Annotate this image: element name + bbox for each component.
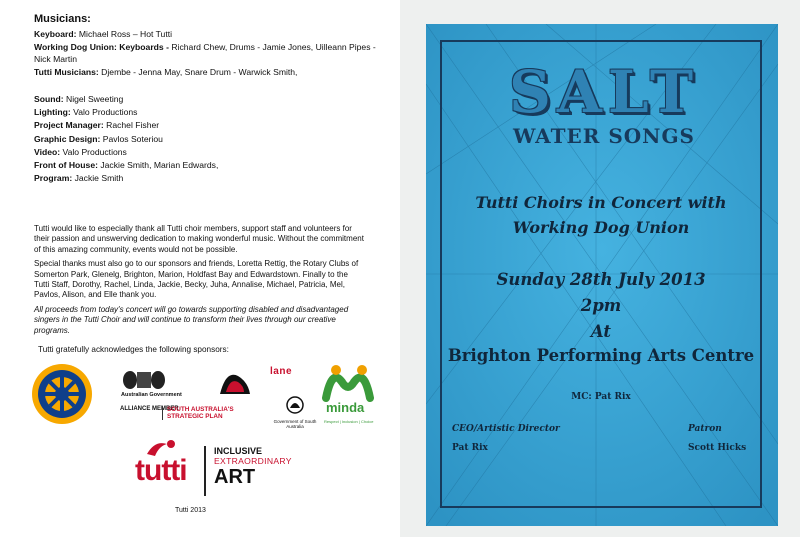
tutti-logo	[135, 438, 205, 494]
thanks-block	[34, 224, 364, 340]
credit-front-of-house: Front of House: Jackie Smith, Marian Edwards,	[34, 160, 219, 171]
inclusive-label: INCLUSIVE	[214, 446, 263, 456]
ceo-role: CEO/Artistic Director	[452, 424, 560, 434]
sponsors-intro: Tutti gratefully acknowledges the following sponsors:	[38, 345, 229, 354]
credit-sound: Sound: Nigel Sweeting	[34, 94, 124, 105]
ceo-name: Pat Rix	[452, 443, 488, 453]
tutti-logo-text: tutti	[135, 454, 187, 487]
poster-date: Sunday 28th July 2013	[496, 270, 706, 289]
credit-keyboard: Keyboard: Michael Ross – Hot Tutti	[34, 29, 173, 40]
alliance-sa-strategic-plan-logo	[120, 404, 270, 426]
credit-project-manager: Project Manager: Rachel Fisher	[34, 120, 160, 131]
art-label: ART	[214, 466, 256, 488]
poster-subtitle: WATER SONGS	[513, 124, 695, 148]
inclusive-extraordinary-art-logo	[204, 446, 294, 496]
australian-government-label: Australian Government	[121, 392, 182, 398]
footer-text: Tutti 2013	[175, 507, 206, 514]
credits-block	[34, 14, 390, 186]
musicians-heading: Musicians:	[34, 13, 91, 25]
patron-role: Patron	[688, 424, 722, 434]
minda-logo-text: minda	[326, 400, 365, 415]
credit-tutti-musicians: Tutti Musicians: Djembe - Jenna May, Snare Drum - Warwick Smith,	[34, 66, 298, 77]
poster-title: SALT	[508, 58, 700, 126]
minda-tagline: Respect | Inclusion | Choice	[324, 419, 374, 424]
alliance-member-label: ALLIANCE MEMBER	[120, 406, 179, 412]
thanks-paragraph-2: Special thanks must also go to our sponsors and friends, Loretta Rettig, the Rotary Clubs of Somerton Park, Glenelg, Brighton, Marion, Holdfast Bay and Edwardstown. Finally to the Tutti Staff, Dorothy, Rachel, Linda, Jackie, Becky, Juha, Annalise, Michael, Patricia, Mel, Pavlos, Alison, and Elle thank you.	[34, 259, 359, 300]
lane-print-logo	[270, 366, 312, 386]
credit-video: Video: Valo Productions	[34, 146, 127, 157]
government-of-south-australia-label: Government of South Australia	[273, 419, 317, 429]
patron-name: Scott Hicks	[688, 443, 747, 453]
extraordinary-label: EXTRAORDINARY	[214, 456, 292, 466]
rotary-logo	[30, 362, 94, 426]
credit-working-dog-union: Working Dog Union: Keyboards - Richard Chew, Drums - Jamie Jones, Uilleann Pipes - Nick Martin	[34, 42, 376, 64]
government-of-south-australia-logo	[270, 396, 320, 436]
credit-lighting: Lighting: Valo Productions	[34, 107, 138, 118]
poster-at: At	[590, 322, 612, 341]
credit-program: Program: Jackie Smith	[34, 173, 124, 184]
poster-mc: MC: Pat Rix	[571, 392, 631, 402]
credit-graphic-design: Graphic Design: Pavlos Soteriou	[34, 133, 163, 144]
australia-council-logo	[216, 368, 254, 398]
poster-line-1: Tutti Choirs in Concert with	[475, 193, 727, 212]
poster-line-2: Working Dog Union	[512, 218, 690, 237]
thanks-paragraph-1: Tutti would like to especially thank all Tutti choir members, support staff and volunteers for their passion and unswerving dedication to making wonderful music. Without the commitment of this amazing community, events would not be possible.	[34, 224, 364, 254]
lane-logo-text: lane	[270, 366, 293, 377]
poster-venue: Brighton Performing Arts Centre	[447, 346, 755, 365]
sa-strategic-plan-label: SOUTH AUSTRALIA'S STRATEGIC PLAN	[162, 406, 270, 420]
poster-time: 2pm	[580, 296, 622, 315]
minda-logo	[318, 362, 388, 432]
thanks-paragraph-3: All proceeds from today's concert will go towards supporting disabled and disadvantaged singers in the Tutti Choir and will continue to transform their lives through our creative programs.	[34, 304, 349, 335]
